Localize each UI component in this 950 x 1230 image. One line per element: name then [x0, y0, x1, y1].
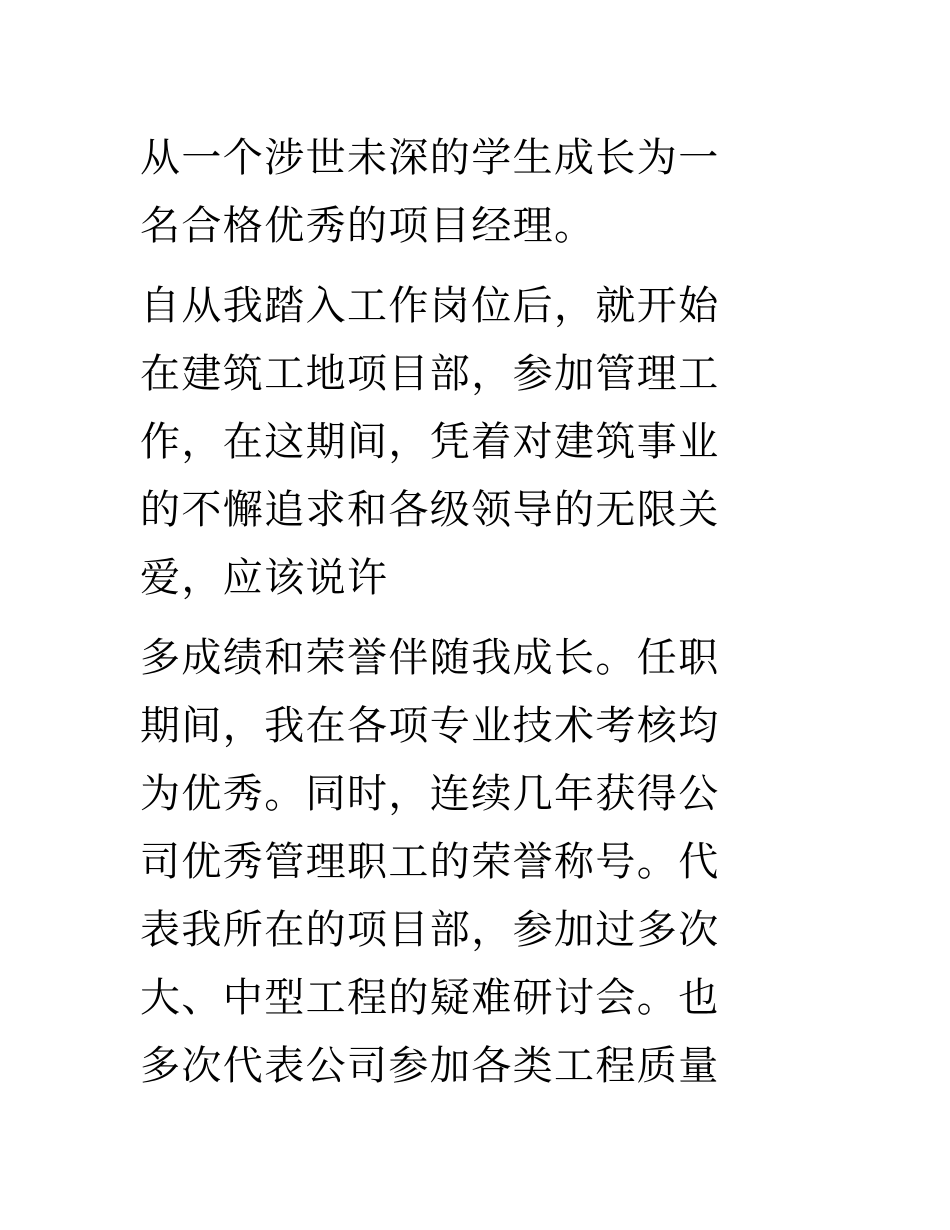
- document-body: [140, 124, 780, 1100]
- paragraph-line: 表我所在的项目部，参加过多次: [140, 907, 720, 953]
- paragraph-line: 作，在这期间，凭着对建筑事业: [140, 419, 720, 465]
- paragraph-3: [140, 624, 780, 1100]
- paragraph-1: [140, 124, 780, 260]
- paragraph-line: 爱，应该说许: [140, 555, 389, 601]
- paragraph-line: 名合格优秀的项目经理。: [140, 203, 596, 249]
- paragraph-line: 司优秀管理职工的荣誉称号。代: [140, 839, 720, 885]
- paragraph-line: 在建筑工地项目部，参加管理工: [140, 351, 720, 397]
- paragraph-line: 为优秀。同时，连续几年获得公: [140, 771, 720, 817]
- paragraph-line: 大、中型工程的疑难研讨会。也: [140, 975, 720, 1021]
- paragraph-line: 自从我踏入工作岗位后，就开始: [140, 283, 720, 329]
- paragraph-line: 多成绩和荣誉伴随我成长。任职: [140, 635, 720, 681]
- paragraph-line: 的不懈追求和各级领导的无限关: [140, 487, 720, 533]
- paragraph-2: [140, 272, 780, 612]
- paragraph-line: 期间，我在各项专业技术考核均: [140, 703, 720, 749]
- paragraph-line: 从一个涉世未深的学生成长为一: [140, 135, 720, 181]
- paragraph-line: 多次代表公司参加各类工程质量: [140, 1043, 720, 1089]
